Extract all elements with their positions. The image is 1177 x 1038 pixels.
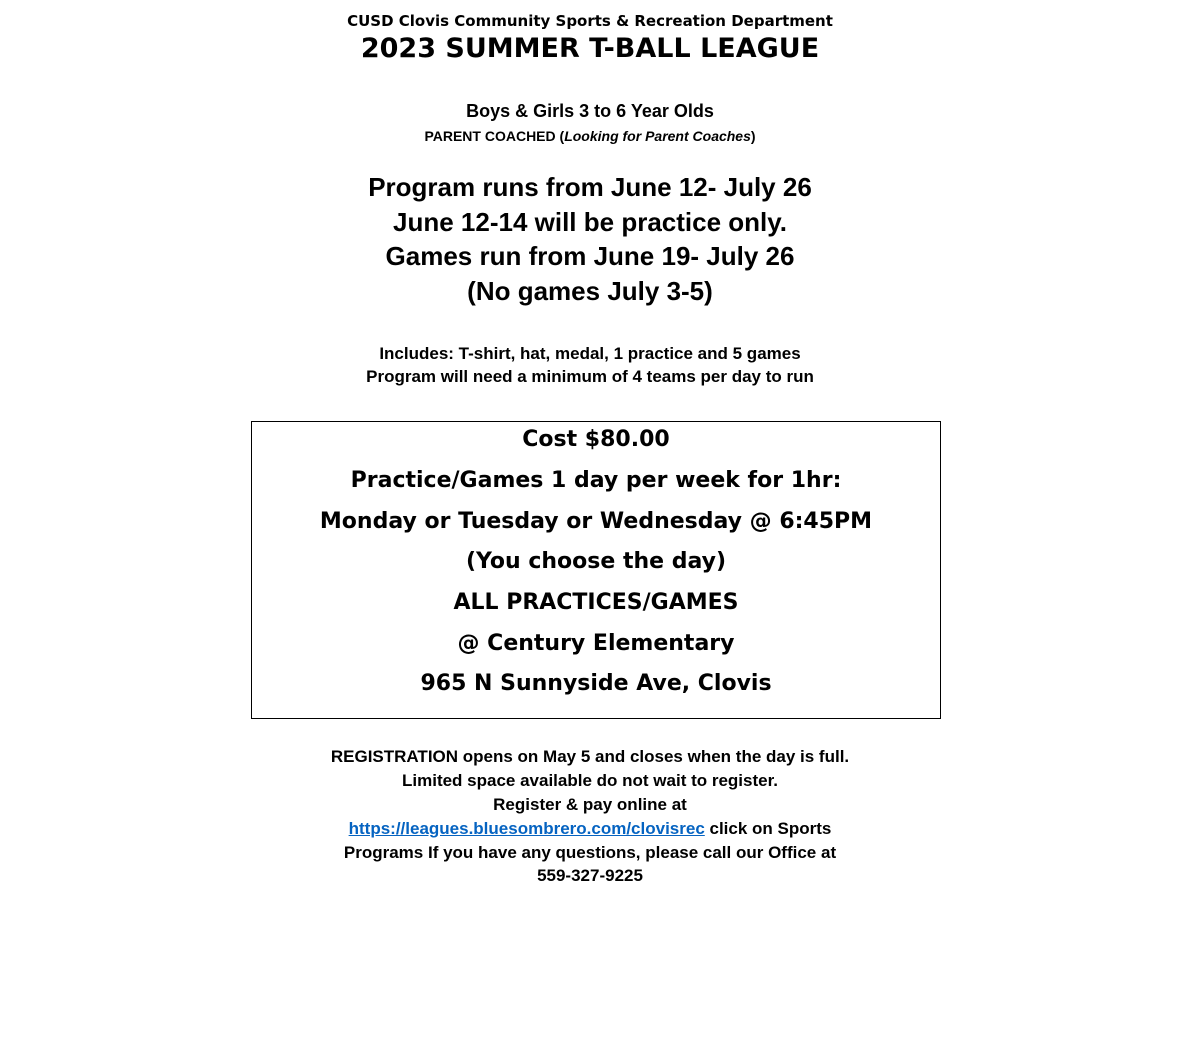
cost: Cost $80.00 [522, 427, 670, 452]
coached-suffix: ) [750, 128, 756, 144]
registration-online: Register & pay online at [493, 795, 687, 814]
schedule-days: Monday or Tuesday or Wednesday @ 6:45PM [319, 509, 873, 534]
registration-link-suffix: click on Sports [704, 819, 832, 838]
game-dates: Games run from June 19- July 26 [385, 241, 795, 271]
no-games-dates: (No games July 3-5) [467, 276, 713, 306]
registration-limited: Limited space available do not wait to register. [402, 771, 778, 790]
location-heading: ALL PRACTICES/GAMES [453, 590, 739, 615]
office-phone: 559-327-9225 [537, 866, 643, 885]
schedule-choice: (You choose the day) [465, 549, 727, 574]
age-group: Boys & Girls 3 to 6 Year Olds [466, 101, 714, 121]
location-name: @ Century Elementary [457, 631, 735, 656]
contact-line: Programs If you have any questions, please call our Office at [343, 843, 837, 862]
coached-prefix: PARENT COACHED ( [424, 128, 565, 144]
includes-line: Includes: T-shirt, hat, medal, 1 practice and 5 games [379, 344, 801, 363]
details-box [251, 421, 941, 719]
location-address: 965 N Sunnyside Ave, Clovis [420, 671, 772, 696]
league-title: 2023 SUMMER T-BALL LEAGUE [360, 33, 820, 64]
department-name: CUSD Clovis Community Sports & Recreation Department [347, 12, 833, 30]
practice-dates: June 12-14 will be practice only. [393, 207, 787, 237]
registration-link-line [0, 819, 1177, 839]
minimum-teams-line: Program will need a minimum of 4 teams per day to run [366, 367, 814, 386]
parent-coached-note [0, 128, 1177, 144]
registration-link[interactable]: https://leagues.bluesombrero.com/clovisrec [348, 819, 705, 838]
coached-italic: Looking for Parent Coaches [564, 128, 751, 144]
registration-open: REGISTRATION opens on May 5 and closes when the day is full. [330, 747, 850, 766]
program-dates: Program runs from June 12- July 26 [368, 172, 812, 202]
schedule-frequency: Practice/Games 1 day per week for 1hr: [350, 468, 842, 493]
